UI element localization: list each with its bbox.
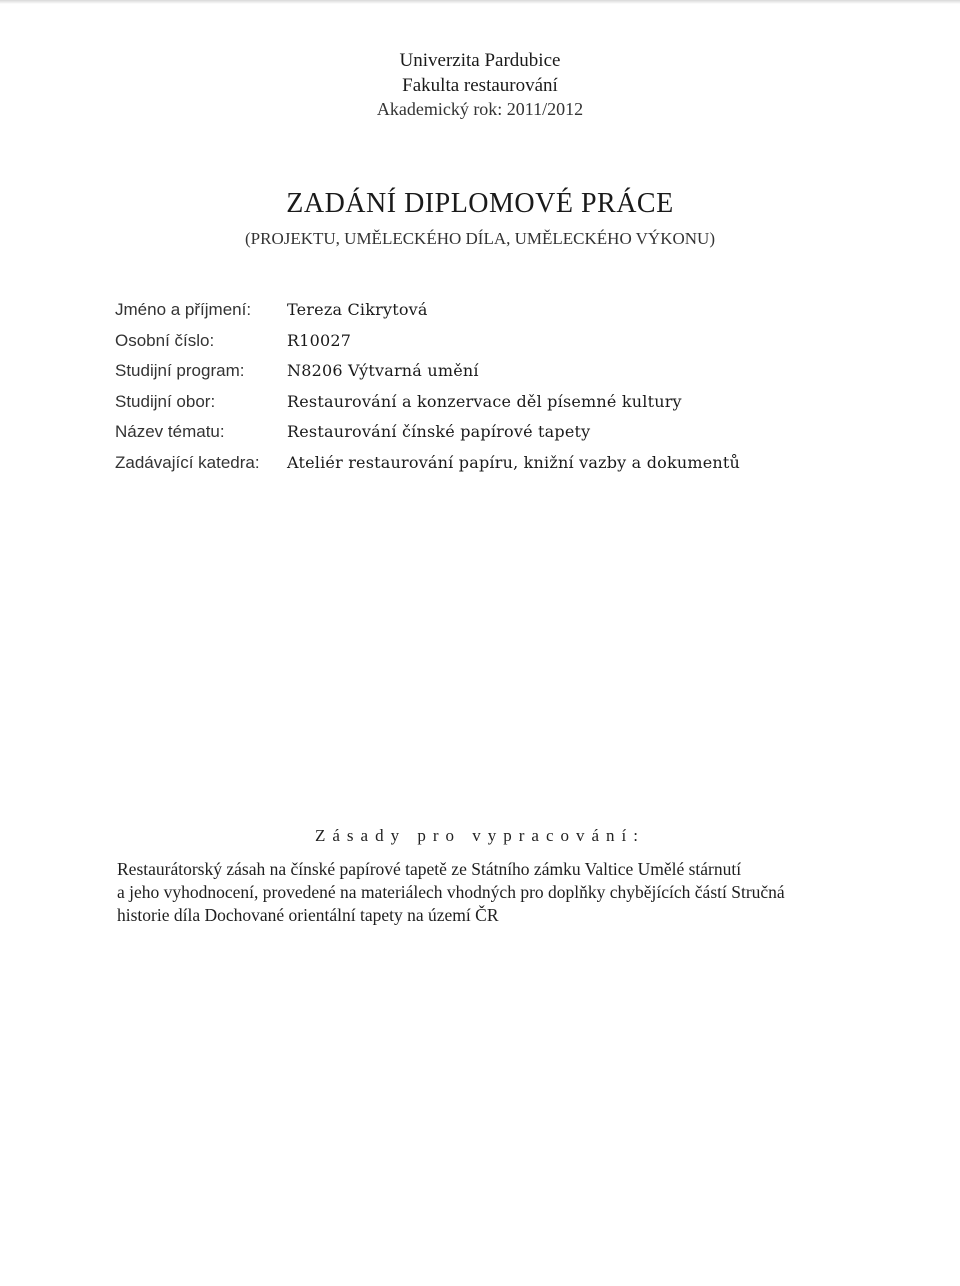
info-value: Tereza Cikrytová [287,300,428,319]
info-label: Studijní obor: [115,391,216,411]
scan-edge [0,0,960,4]
principles-line: Restaurátorský zásah na čínské papírové tapetě ze Státního zámku Valtice Umělé stárnutí [117,859,742,879]
faculty-name: Fakulta restaurování [402,75,558,96]
principles-line: a jeho vyhodnocení, provedené na materiálech vhodných pro doplňky chybějících částí Stručná [117,882,785,902]
info-value: R10027 [287,330,352,350]
info-value: Restaurování a konzervace děl písemné kultury [287,391,682,411]
info-label: Jméno a příjmení: [115,300,252,319]
document-title: ZADÁNÍ DIPLOMOVÉ PRÁCE [286,188,674,219]
info-label: Osobní číslo: [115,330,215,350]
academic-year: Akademický rok: 2011/2012 [376,99,584,119]
document-subtitle: (PROJEKTU, UMĚLECKÉHO DÍLA, UMĚLECKÉHO VÝKONU) [245,229,715,248]
principles-text [117,858,887,927]
university-name: Univerzita Pardubice [399,50,561,71]
principles-heading: Zásady pro vypracování: [315,826,645,845]
info-label: Název tématu: [115,422,225,441]
info-label: Studijní program: [115,361,245,380]
info-value: Restaurování čínské papírové tapety [287,422,591,441]
info-value: N8206 Výtvarná umění [287,361,479,380]
info-label: Zadávající katedra: [115,452,260,472]
principles-line: historie díla Dochované orientální tapety na území ČR [117,905,499,925]
info-value: Ateliér restaurování papíru, knižní vazby a dokumentů [287,452,741,472]
